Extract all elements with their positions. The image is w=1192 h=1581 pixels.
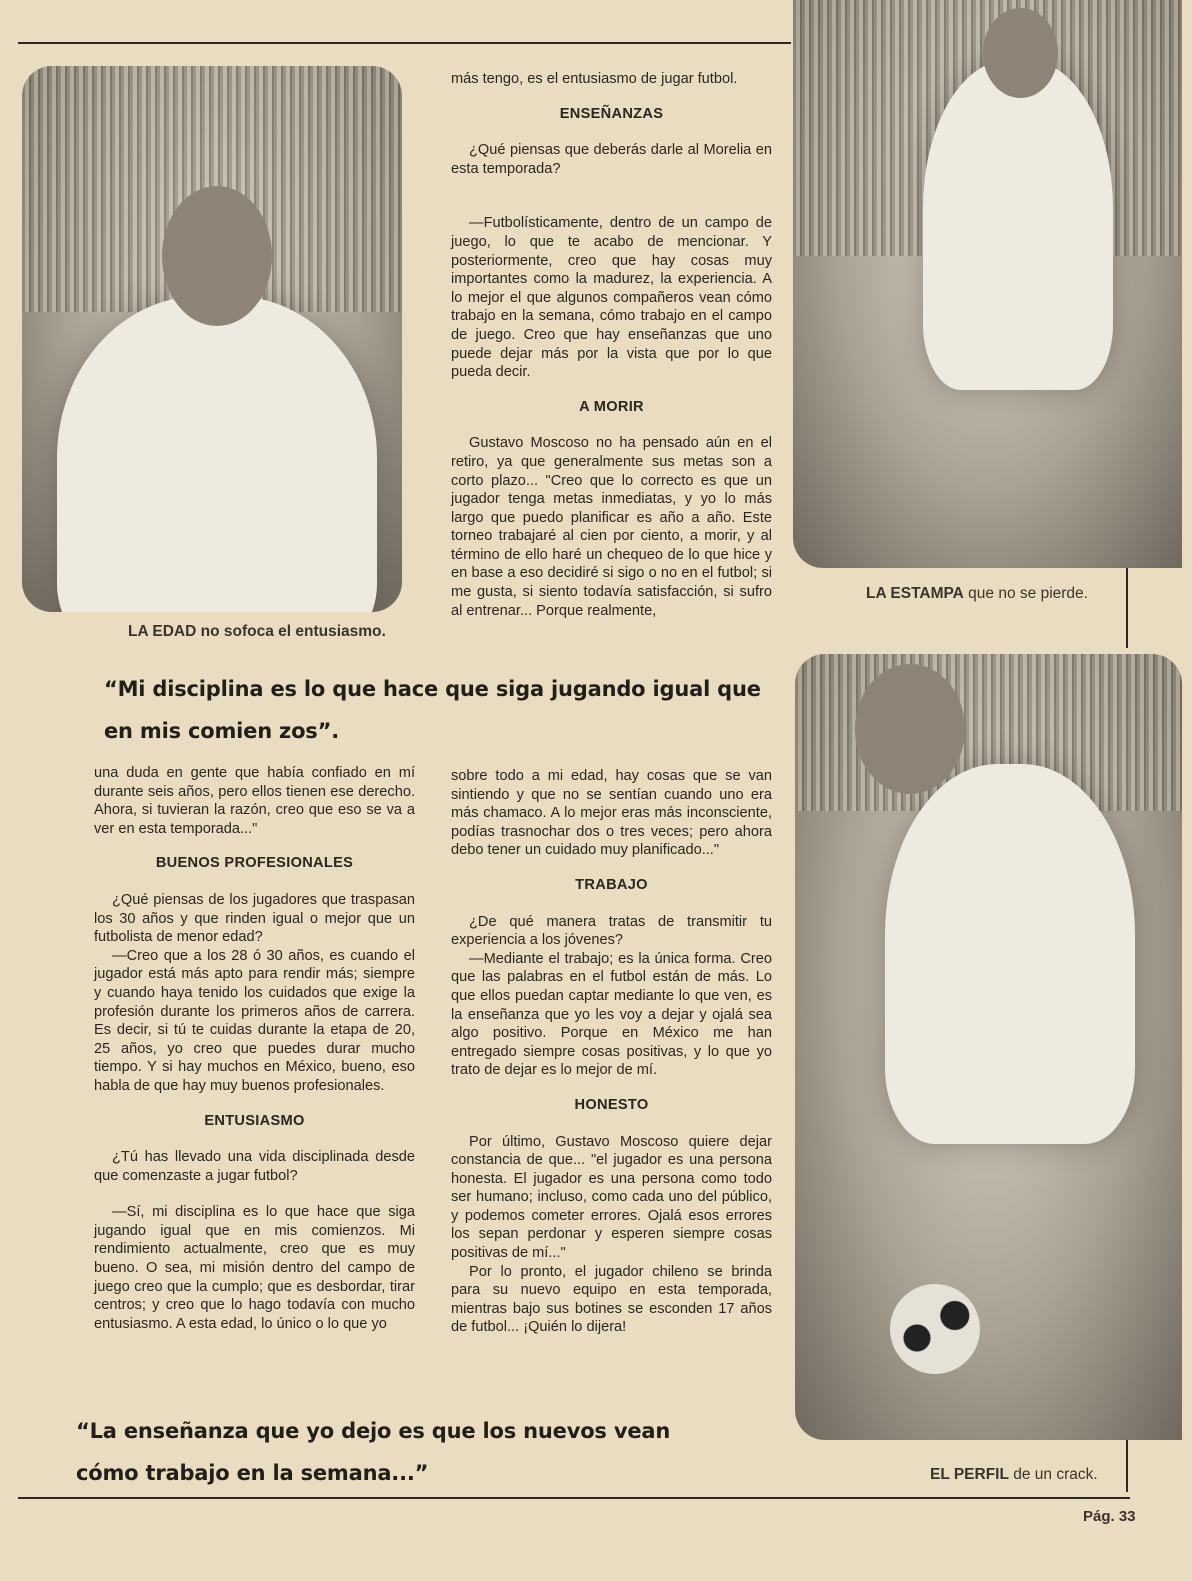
caption-portrait — [128, 623, 386, 641]
caption-portrait-rest: no sofoca el entusiasmo. — [196, 623, 386, 640]
column-right-top — [451, 70, 772, 620]
paragraph: ¿Tú has llevado una vida disciplinada desde que comenzaste a jugar futbol? — [94, 1149, 415, 1184]
caption-bracket-bottom-right — [1126, 1440, 1128, 1492]
heading-buenos-profesionales: BUENOS PROFESIONALES — [155, 855, 354, 872]
caption-action — [866, 585, 1088, 603]
bottom-rule — [18, 1497, 1130, 1499]
photo-player-action-top — [793, 0, 1182, 568]
caption-profile-bold: EL PERFIL — [930, 1466, 1009, 1483]
caption-profile — [930, 1466, 1098, 1484]
pull-quote-line: “La enseñanza que yo dejo es que los nuevos vean — [76, 1419, 671, 1443]
pull-quote-line: en mis comien zos”. — [104, 719, 339, 743]
paragraph: sobre todo a mi edad, hay cosas que se van sintiendo y que no se sentían cuando uno era más chamaco. A lo mejor eras más inconsciente, podías trasnochar dos o tres veces; pero ahora debo tener un cuidado muy planificado..." — [451, 768, 772, 859]
column-left-bottom — [94, 764, 415, 1333]
top-rule — [18, 42, 791, 44]
page-number: Pág. 33 — [1083, 1508, 1136, 1525]
paragraph: una duda en gente que había confiado en mí durante seis años, pero ellos tienen ese derecho. Ahora, si tuvieran la razón, creo que eso se va a ver en esta temporada..." — [94, 765, 415, 837]
paragraph: Por lo pronto, el jugador chileno se brinda para su nuevo equipo en esta temporada, mientras bajo sus botines se esconden 17 años de futbol... ¡Quién lo dijera! — [451, 1263, 772, 1336]
heading-ensenanzas: ENSEÑANZAS — [559, 105, 664, 122]
heading-trabajo: TRABAJO — [575, 876, 648, 893]
caption-action-rest: que no se pierde. — [963, 585, 1088, 602]
caption-profile-rest: de un crack. — [1008, 1466, 1098, 1483]
caption-portrait-bold: LA EDAD — [128, 623, 197, 640]
caption-action-bold: LA ESTAMPA — [866, 585, 964, 602]
pull-quote-line: cómo trabajo en la semana...” — [76, 1461, 429, 1485]
heading-honesto: HONESTO — [574, 1096, 649, 1113]
paragraph: Por último, Gustavo Moscoso quiere dejar constancia de que... "el jugador es una persona honesta. El jugador es una persona como todo ser humano; incluso, como cada uno del público, y podemos cometer errores. Ojalá esos errores los sepan perdonar y esperen siempre cosas positivas de mí..." — [451, 1133, 772, 1262]
column-right-bottom — [451, 767, 772, 1337]
heading-entusiasmo: ENTUSIASMO — [204, 1112, 305, 1129]
paragraph: —Creo que a los 28 ó 30 años, es cuando el jugador está más apto para rendir más; siempre y cuando haya tenido los cuidados que exige la profesión durante los primeros años de carrera. Es decir, si tú te cuidas durante la etapa de 20, 25 años, yo creo que puedes durar mucho tiempo. Y si hay muchos en México, bueno, eso habla de que hay muy buenos profesionales. — [94, 947, 415, 1094]
photo-portrait-player — [22, 66, 402, 612]
paragraph: —Sí, mi disciplina es lo que hace que siga jugando igual que en mis comienzos. Mi rendimiento actualmente, creo que es muy bueno. O sea, mi misión dentro del campo de juego creo que la cumplo; que es desbordar, tirar centros; y creo que lo hago todavía con mucho entusiasmo. A esta edad, lo único o lo que yo — [94, 1204, 415, 1332]
paragraph: —Mediante el trabajo; es la única forma. Creo que las palabras en el futbol están de más. Lo que ellos puedan captar mediante lo que ven, es la enseñanza que yo les voy a dejar y ojalá sea algo positivo. Porque en México me han entregado siempre cosas positivas, y lo que yo trato de dejar es lo mejor de mí. — [451, 950, 772, 1079]
pull-quote-discipline — [104, 668, 794, 752]
paragraph-intro: más tengo, es el entusiasmo de jugar futbol. — [451, 71, 738, 87]
pull-quote-line: “Mi disciplina es lo que hace que siga jugando igual que — [104, 677, 761, 701]
pull-quote-teaching — [76, 1410, 776, 1494]
heading-a-morir: A MORIR — [579, 398, 644, 415]
paragraph: —Futbolísticamente, dentro de un campo de juego, lo que te acabo de mencionar. Y posteriormente, creo que hay cosas muy importantes como la madurez, la experiencia. A lo mejor el que algunos compañeros vean cómo trabajo en la semana, cómo trabajo en el campo de juego. Creo que hay enseñanzas que uno puede dejar más por la vista que por lo que pueda decir. — [451, 215, 772, 381]
paragraph: Gustavo Moscoso no ha pensado aún en el retiro, ya que generalmente sus metas son a corto plazo... "Creo que lo correcto es que un jugador tenga metas inmediatas, y yo lo más largo que puedo planificar es año a año. Este torneo trabajaré al cien por ciento, a morir, y al término de ello haré un chequeo de lo que hice y en base a eso decidiré si sigo o no en el futbol; si me gusta, si siento todavía satisfacción, si sufro al entrenar... Porque realmente, — [451, 435, 772, 619]
caption-bracket-top-right — [1126, 568, 1128, 648]
paragraph: ¿De qué manera tratas de transmitir tu experiencia a los jóvenes? — [451, 913, 772, 949]
paragraph: ¿Qué piensas que deberás darle al Morelia en esta temporada? — [451, 142, 772, 177]
photo-player-profile-bottom — [795, 654, 1182, 1440]
paragraph: ¿Qué piensas de los jugadores que traspasan los 30 años y que rinden igual o mejor que un futbolista de menor edad? — [94, 891, 415, 946]
